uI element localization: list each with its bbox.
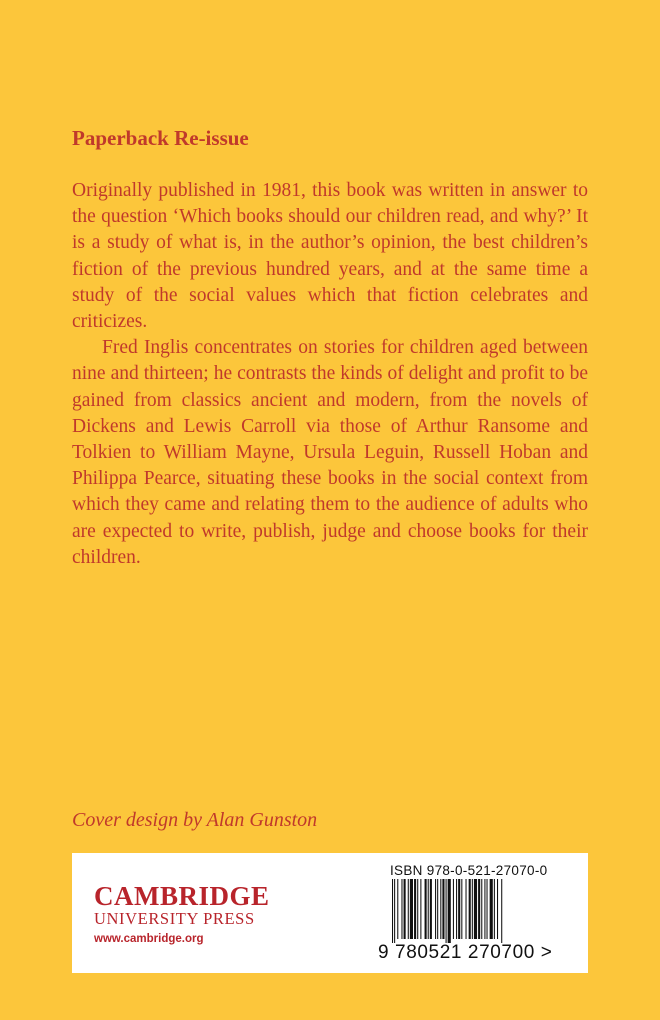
isbn-label: ISBN 978-0-521-27070-0 <box>390 863 548 878</box>
publisher-url: www.cambridge.org <box>94 933 204 945</box>
barcode-bar <box>466 879 467 939</box>
barcode-bar <box>446 879 447 943</box>
barcode-icon <box>378 879 578 943</box>
blurb-paragraph-2: Fred Inglis concentrates on stories for children aged between nine and thirteen; he contrasts the kinds of delight and profit to be gained from classics ancient and modern, from the novels of Dickens and Lewis Carroll via those of Arthur Ransome and Tolkien to William Mayne, Ursula Leguin, Russell Hoban and Philippa Pearce, situating these books in the social context from which they came and relating them to the audience of adults who are expected to write, publish, judge and choose books for their children. <box>72 337 588 568</box>
barcode-bar <box>417 879 418 939</box>
barcode-bar <box>430 879 432 939</box>
barcode-bar <box>401 879 402 939</box>
barcode-bar <box>484 879 485 939</box>
barcode-bar <box>456 879 457 939</box>
section-title: Paperback Re-issue <box>72 126 249 150</box>
barcode-bar <box>453 879 454 939</box>
barcode-bar <box>490 879 493 939</box>
barcode-bar <box>392 879 393 943</box>
barcode-bar <box>501 879 502 943</box>
barcode-bar <box>474 879 477 939</box>
barcode-bar <box>469 879 471 939</box>
barcode-bar <box>397 879 398 939</box>
barcode-bar <box>425 879 427 939</box>
barcode-bar <box>428 879 429 939</box>
barcode-bar <box>478 879 480 939</box>
barcode-bar <box>487 879 488 939</box>
barcode-bar <box>404 879 406 939</box>
barcode-bar <box>420 879 421 939</box>
barcode-bar <box>440 879 441 939</box>
barcode-bar <box>414 879 416 939</box>
barcode-bar <box>410 879 413 939</box>
barcode-bar <box>437 879 438 939</box>
blurb-paragraph-1: Originally published in 1981, this book was written in answer to the question ‘Which books should our children read, and why?’ It is a study of what is, in the author’s opinion, the best children’s fiction of the previous hundred years, and at the same time a study of the social values which that fiction celebrates and criticizes. <box>72 180 588 333</box>
barcode-bar <box>497 879 498 939</box>
publisher-name: CAMBRIDGE <box>94 881 270 911</box>
publisher-panel <box>72 853 588 973</box>
barcode-bar <box>408 879 409 939</box>
cover-credit: Cover design by Alan Gunston <box>72 809 318 831</box>
barcode-bar <box>442 879 444 939</box>
barcode-bar <box>435 879 436 939</box>
barcode-bar <box>448 879 451 943</box>
barcode-digits: 9 780521 270700 > <box>378 942 553 963</box>
barcode-bar <box>461 879 462 939</box>
barcode-bar <box>458 879 460 939</box>
barcode-bar <box>472 879 473 939</box>
barcode-bar <box>481 879 482 939</box>
publisher-press: UNIVERSITY PRESS <box>94 909 255 928</box>
blurb <box>72 178 588 571</box>
barcode-bar <box>394 879 395 943</box>
barcode <box>378 879 578 943</box>
publisher-logo <box>94 883 270 945</box>
barcode-bar <box>494 879 495 939</box>
